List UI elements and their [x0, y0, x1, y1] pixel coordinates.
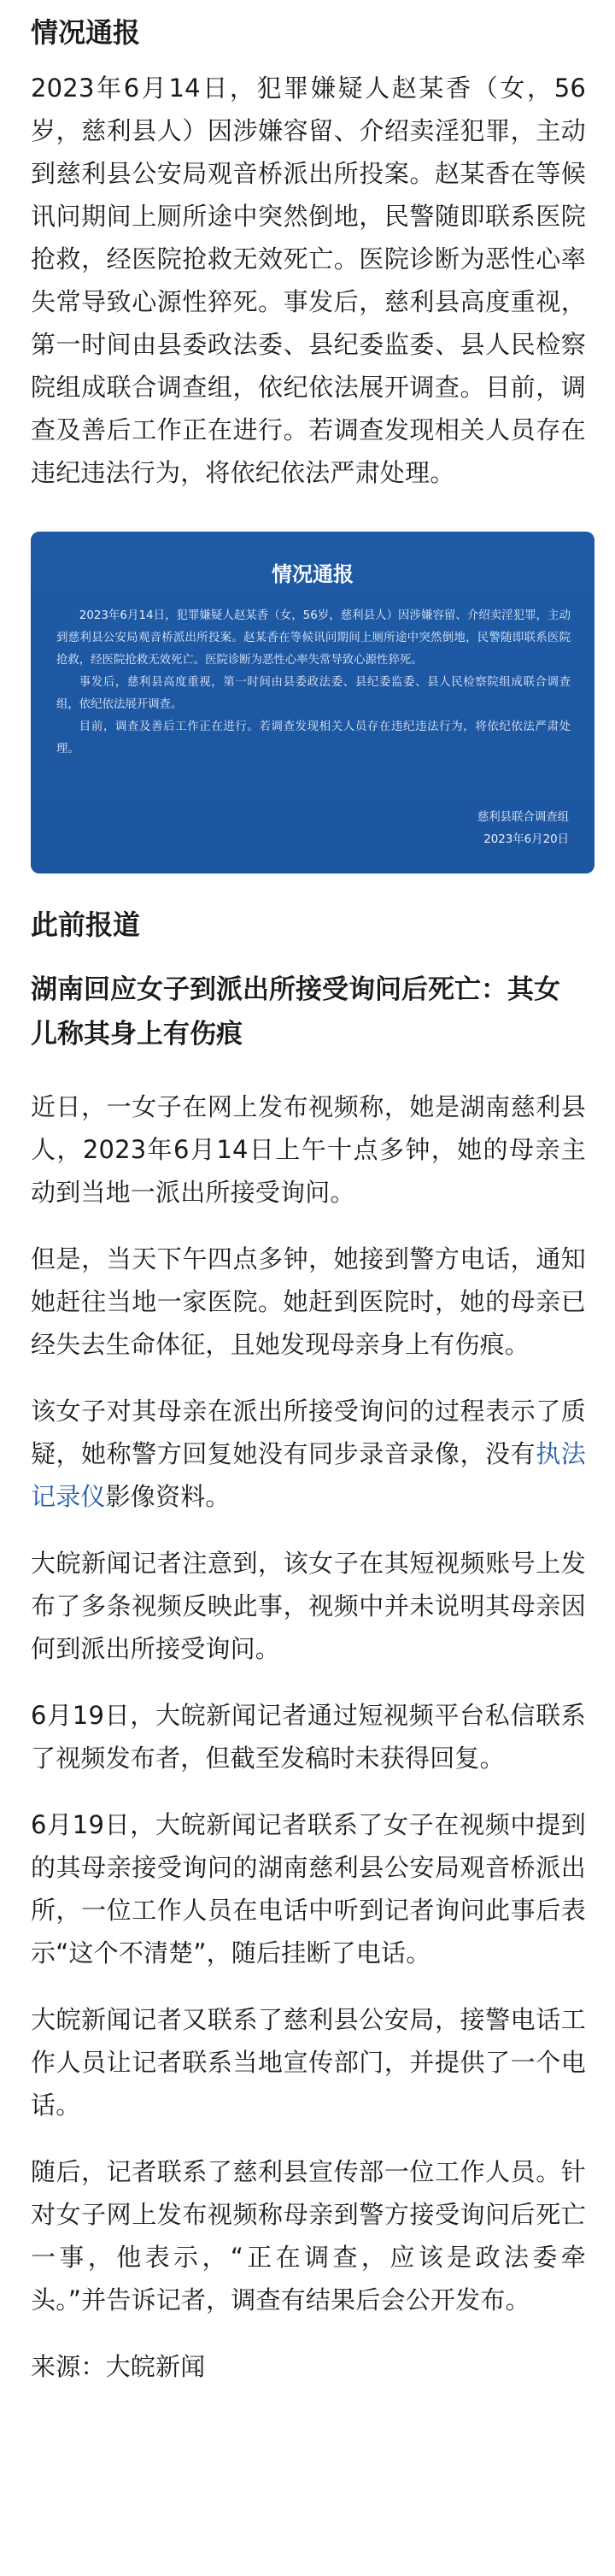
paragraph-1: 近日，一女子在网上发布视频称，她是湖南慈利县人，2023年6月14日上午十点多钟，她的母亲主动到当地一派出所接受询问。 [31, 1092, 586, 1207]
notice-image-card [31, 532, 594, 873]
keyword-link[interactable]: 执法记录仪 [31, 1439, 586, 1511]
card-body [56, 605, 571, 761]
section-heading-previous: 此前报道 [31, 909, 141, 941]
card-signature [477, 807, 569, 851]
paragraph-7: 大皖新闻记者又联系了慈利县公安局，接警电话工作人员让记者联系当地宣传部门，并提供了一个电话。 [31, 2005, 586, 2120]
paragraph-3-text-b: 影像资料。 [105, 1482, 231, 1511]
notice-paragraph: 2023年6月14日，犯罪嫌疑人赵某香（女，56岁，慈利县人）因涉嫌容留、介绍卖淫犯罪，主动到慈利县公安局观音桥派出所投案。赵某香在等候讯问期间上厕所途中突然倒地，民警随即联系医院抢救，经医院抢救无效死亡。医院诊断为恶性心率失常导致心源性猝死。事发后，慈利县高度重视，第一时间由县委政法委、县纪委监委、县人民检察院组成联合调查组，依纪依法展开调查。目前，调查及善后工作正在进行。若调查发现相关人员存在违纪违法行为，将依纪依法严肃处理。 [31, 74, 586, 487]
paragraph-8: 随后，记者联系了慈利县宣传部一位工作人员。针对女子网上发布视频称母亲到警方接受询问后死亡一事，他表示，“正在调查，应该是政法委牵头。”并告诉记者，调查有结果后会公开发布。 [31, 2157, 586, 2314]
card-signer: 慈利县联合调查组 [477, 811, 569, 824]
paragraph-2: 但是，当天下午四点多钟，她接到警方电话，通知她赶往当地一家医院。她赶到医院时，她的母亲已经失去生命体征，且她发现母亲身上有伤痕。 [31, 1244, 586, 1359]
card-title: 情况通报 [272, 562, 354, 586]
article-title: 湖南回应女子到派出所接受询问后死亡：其女儿称其身上有伤痕 [31, 974, 560, 1050]
source-line: 来源：大皖新闻 [31, 2352, 206, 2381]
card-paragraph-1: 2023年6月14日，犯罪嫌疑人赵某香（女，56岁，慈利县人）因涉嫌容留、介绍卖淫犯罪，主动到慈利县公安局观音桥派出所投案。赵某香在等候讯问期间上厕所途中突然倒地，民警随即联系医院抢救，经医院抢救无效死亡。医院诊断为恶性心率失常导致心源性猝死。 [56, 609, 571, 667]
section-heading-notice: 情况通报 [31, 16, 141, 49]
card-paragraph-2: 事发后，慈利县高度重视，第一时间由县委政法委、县纪委监委、县人民检察院组成联合调查组，依纪依法展开调查。 [56, 676, 571, 711]
card-paragraph-3: 目前，调查及善后工作正在进行。若调查发现相关人员存在违纪违法行为，将依纪依法严肃处理。 [56, 720, 571, 756]
card-date: 2023年6月20日 [483, 833, 569, 846]
paragraph-6: 6月19日，大皖新闻记者联系了女子在视频中提到的其母亲接受询问的湖南慈利县公安局观音桥派出所，一位工作人员在电话中听到记者询问此事后表示“这个不清楚”，随后挂断了电话。 [31, 1810, 586, 1967]
paragraph-3 [0, 1390, 615, 1518]
paragraph-4: 大皖新闻记者注意到，该女子在其短视频账号上发布了多条视频反映此事，视频中并未说明其母亲因何到派出所接受询问。 [31, 1549, 586, 1663]
paragraph-3-text-a: 该女子对其母亲在派出所接受询问的过程表示了质疑，她称警方回复她没有同步录音录像，没有 [31, 1397, 586, 1468]
paragraph-5: 6月19日，大皖新闻记者通过短视频平台私信联系了视频发布者，但截至发稿时未获得回复。 [31, 1701, 586, 1773]
